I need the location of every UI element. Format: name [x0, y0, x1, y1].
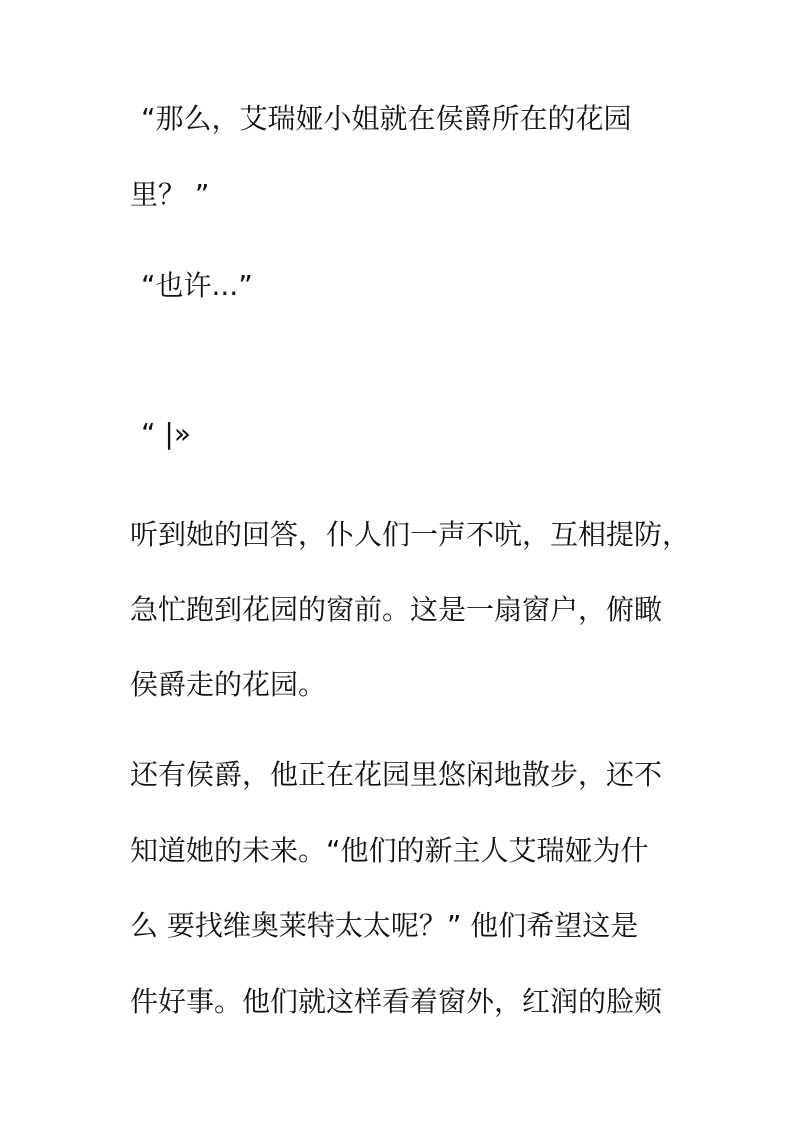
paragraph-line: 听到她的回答，仆人们一声不吭，互相提防， — [130, 518, 691, 551]
paragraph-line: 件好事。他们就这样看着窗外，红润的脸颊 — [130, 985, 663, 1018]
paragraph-line: “ |» — [141, 417, 191, 450]
paragraph-line: “也许...” — [141, 269, 253, 302]
paragraph-line: 还有侯爵，他正在花园里悠闲地散步，还不 — [130, 758, 663, 791]
paragraph-line: “那么，艾瑞娅小姐就在侯爵所在的花园 — [141, 102, 632, 135]
paragraph-line: 里？ ” — [130, 178, 210, 211]
paragraph-line: 知道她的未来。“他们的新主人艾瑞娅为什 — [130, 834, 649, 867]
paragraph-line: 侯爵走的花园。 — [130, 668, 327, 701]
paragraph-line: 么 要找维奥莱特太太呢？” 他们希望这是 — [130, 909, 639, 942]
paragraph-line: 急忙跑到花园的窗前。这是一扇窗户，俯瞰 — [130, 593, 663, 626]
